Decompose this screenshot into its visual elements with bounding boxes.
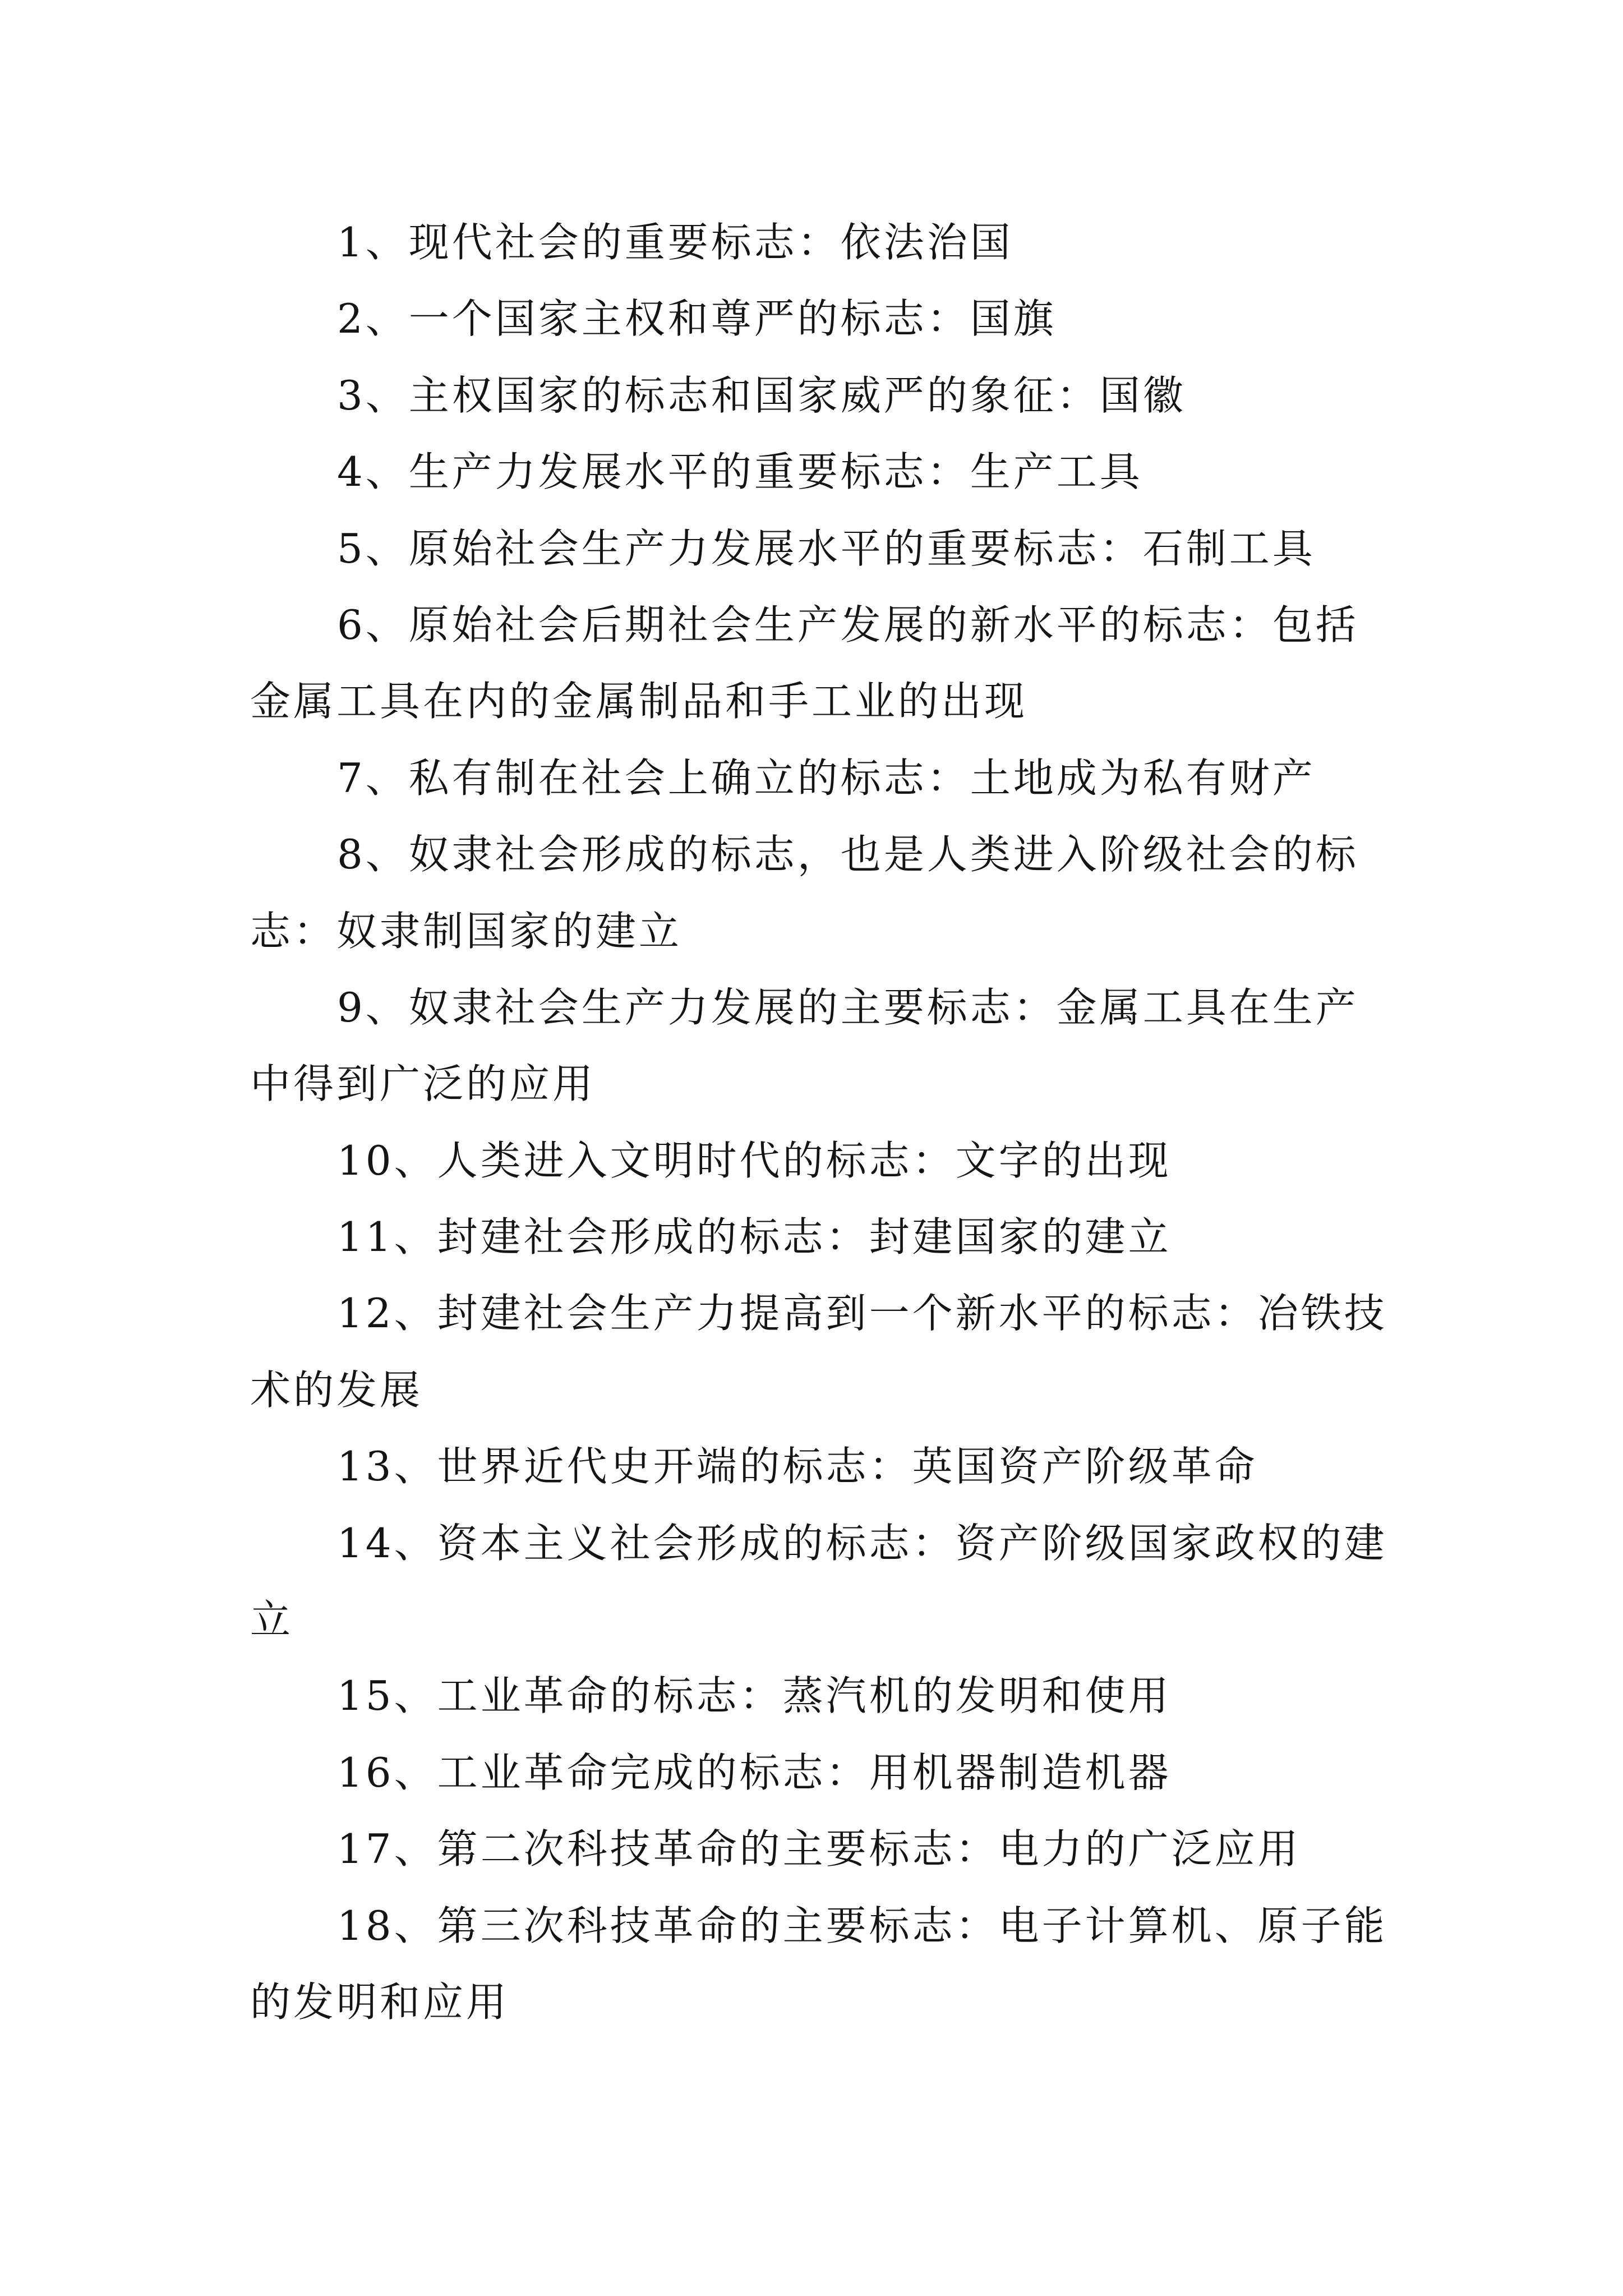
list-item-text-continued: 中得到广泛的应用 [250,1060,596,1108]
document-body [250,204,1387,2040]
list-item-text: 5、原始社会生产力发展水平的重要标志：石制工具 [337,524,1316,572]
list-item [250,969,1382,1122]
list-item-text: 6、原始社会后期社会生产发展的新水平的标志：包括 [337,601,1359,648]
list-item [250,204,1382,280]
list-item [250,1199,1382,1275]
list-item [250,510,1382,587]
list-item [250,1658,1382,1734]
list-item-text: 4、生产力发展水平的重要标志：生产工具 [337,448,1143,496]
list-item [250,816,1382,969]
list-item [250,1505,1387,1658]
list-item-text: 11、封建社会形成的标志：封建国家的建立 [337,1213,1172,1261]
list-item-text-continued: 立 [250,1596,294,1644]
list-item [250,1734,1382,1811]
list-item-text-continued: 的发明和应用 [250,1978,510,2026]
list-item-text: 15、工业革命的标志：蒸汽机的发明和使用 [337,1672,1172,1720]
list-item [250,587,1382,740]
list-item-text: 17、第二次科技革命的主要标志：电力的广泛应用 [337,1825,1301,1873]
list-item [250,357,1382,434]
list-item-text-continued: 金属工具在内的金属制品和手工业的出现 [250,678,1028,725]
list-item-text: 3、主权国家的标志和国家威严的象征：国徽 [337,371,1186,419]
list-item [250,1428,1382,1504]
list-item-text: 8、奴隶社会形成的标志，也是人类进入阶级社会的标 [337,831,1359,878]
list-item-text-continued: 术的发展 [250,1366,423,1414]
list-item [250,1888,1387,2041]
list-item [250,1122,1382,1199]
list-item [250,740,1382,816]
list-item-text: 16、工业革命完成的标志：用机器制造机器 [337,1749,1172,1796]
list-item-text: 12、封建社会生产力提高到一个新水平的标志：冶铁技 [337,1290,1387,1337]
list-item-text: 7、私有制在社会上确立的标志：土地成为私有财产 [337,754,1316,802]
list-item-text: 10、人类进入文明时代的标志：文字的出现 [337,1137,1172,1184]
list-item-text: 2、一个国家主权和尊严的标志：国旗 [337,295,1057,343]
list-item [250,434,1382,510]
list-item-text-continued: 志：奴隶制国家的建立 [250,907,683,955]
list-item-text: 18、第三次科技革命的主要标志：电子计算机、原子能 [337,1902,1387,1949]
list-item [250,1811,1382,1887]
list-item [250,280,1382,357]
list-item-text: 1、现代社会的重要标志：依法治国 [337,219,1013,266]
list-item-text: 14、资本主义社会形成的标志：资产阶级国家政权的建 [337,1519,1387,1567]
list-item-text: 13、世界近代史开端的标志：英国资产阶级革命 [337,1443,1258,1490]
list-item-text: 9、奴隶社会生产力发展的主要标志：金属工具在生产 [337,983,1359,1031]
list-item [250,1275,1387,1428]
